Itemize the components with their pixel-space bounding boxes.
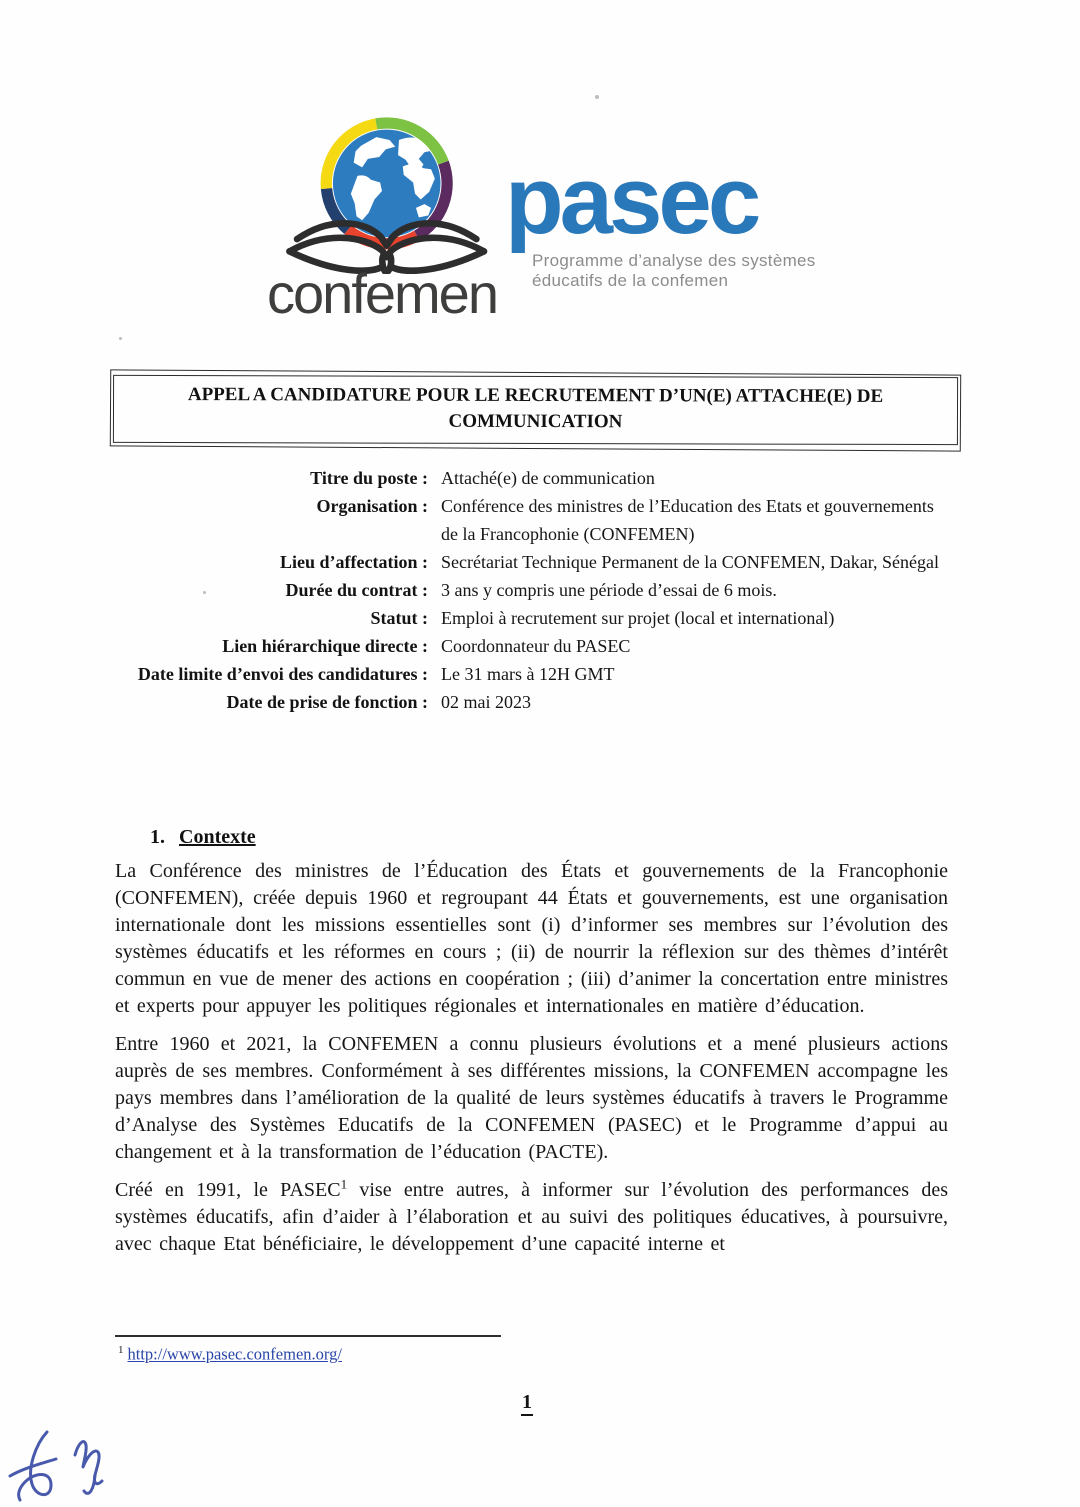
field-value: Coordonnateur du PASEC [441, 636, 631, 656]
field-row-lieu [68, 548, 973, 576]
field-label: Durée du contrat : [285, 580, 428, 600]
confemen-wordmark: confemen [267, 262, 497, 325]
field-value: Conférence des ministres de l’Education des Etats et gouvernements de la Francophonie (CONFEMEN) [441, 496, 934, 544]
job-title-box [110, 369, 961, 451]
confemen-logo [232, 106, 532, 325]
field-label: Lien hiérarchique directe : [222, 636, 428, 656]
scan-speck [119, 337, 122, 340]
scan-speck [203, 591, 206, 594]
footnote-divider [115, 1335, 501, 1337]
paragraph-2: Entre 1960 et 2021, la CONFEMEN a connu plusieurs évolutions et a mené plusieurs actions auprès de ses membres. Conformément à ses différentes missions, la CONFEMEN accompagne les pays membres dans l’amélioration de la qualité de leurs systèmes éducatifs à travers le Programme d’Analyse des Systèmes Educatifs de la CONFEMEN (PASEC) et le Programme d’appui au changement et à la transformation de l’éducation (PACTE). [115, 1033, 948, 1163]
field-value: 3 ans y compris une période d’essai de 6 mois. [441, 580, 777, 600]
field-row-lien [68, 632, 973, 660]
pasec-tagline-line2: éducatifs de la confemen [532, 270, 729, 290]
paragraph-3 [115, 1177, 948, 1258]
footnote-link[interactable]: http://www.pasec.confemen.org/ [127, 1344, 342, 1364]
pasec-tagline-line1: Programme d’analyse des systèmes [532, 250, 816, 270]
field-row-titre [68, 464, 973, 492]
field-label: Date limite d’envoi des candidatures : [137, 664, 428, 684]
job-title-line2: COMMUNICATION [448, 410, 623, 433]
pasec-wordmark: pasec [505, 147, 758, 254]
page-number: 1 [521, 1390, 533, 1416]
field-row-organisation [68, 492, 973, 548]
pasec-logo [505, 147, 816, 291]
pasec-tagline [532, 251, 816, 291]
field-value: Le 31 mars à 12H GMT [441, 664, 615, 684]
field-label: Titre du poste : [310, 468, 428, 488]
job-details-table [68, 464, 973, 716]
field-row-date-prise [68, 688, 973, 716]
field-label: Statut : [370, 608, 428, 628]
field-row-date-limite [68, 660, 973, 688]
footnote [118, 1344, 342, 1365]
confemen-globe-book-icon [232, 106, 532, 274]
paragraph-3-text-cont: vise entre autres, à informer sur l’évolution des performances des systèmes éducatifs, afin d’aider à l’élaboration et au suivi des politiques éducatives, à poursuivre, avec chaque Etat bénéficiaire, le développement d’une capacité interne et [115, 1179, 948, 1255]
paragraph-1: La Conférence des ministres de l’Éducation des États et gouvernements de la Francophonie (CONFEMEN), créée depuis 1960 et regroupant 44 États et gouvernements, est une organisation internationale dont les missions essentielles sont (i) d’informer ses membres sur l’évolution des systèmes éducatifs et les réformes en cours ; (ii) de nourrir la réflexion sur des thèmes d’intérêt commun en vue de mener des actions en coopération ; (iii) d’animer la concertation entre ministres et experts pour appuyer les politiques régionales et internationales en matière d’éducation. [115, 860, 948, 1017]
section-title: Contexte [179, 826, 256, 848]
body-text [115, 858, 948, 1269]
footnote-reference: 1 [340, 1176, 348, 1192]
field-label: Organisation : [316, 496, 428, 516]
scan-speck [595, 95, 599, 99]
field-row-duree [68, 576, 973, 604]
field-row-statut [68, 604, 973, 632]
job-title-line1: APPEL A CANDIDATURE POUR LE RECRUTEMENT D’UN(E) ATTACHE(E) DE [187, 384, 884, 407]
footnote-marker: 1 [118, 1344, 124, 1356]
section-heading-contexte [150, 826, 256, 849]
signature-initials-icon [5, 1424, 135, 1507]
paragraph-3-text: Créé en 1991, le PASEC [115, 1179, 341, 1201]
section-number: 1. [150, 826, 165, 848]
field-value: 02 mai 2023 [441, 692, 531, 712]
field-value: Secrétariat Technique Permanent de la CONFEMEN, Dakar, Sénégal [441, 552, 940, 572]
field-label: Date de prise de fonction : [226, 692, 428, 712]
field-label: Lieu d’affectation : [280, 552, 428, 572]
field-value: Emploi à recrutement sur projet (local et international) [441, 608, 835, 628]
field-value: Attaché(e) de communication [441, 468, 655, 488]
